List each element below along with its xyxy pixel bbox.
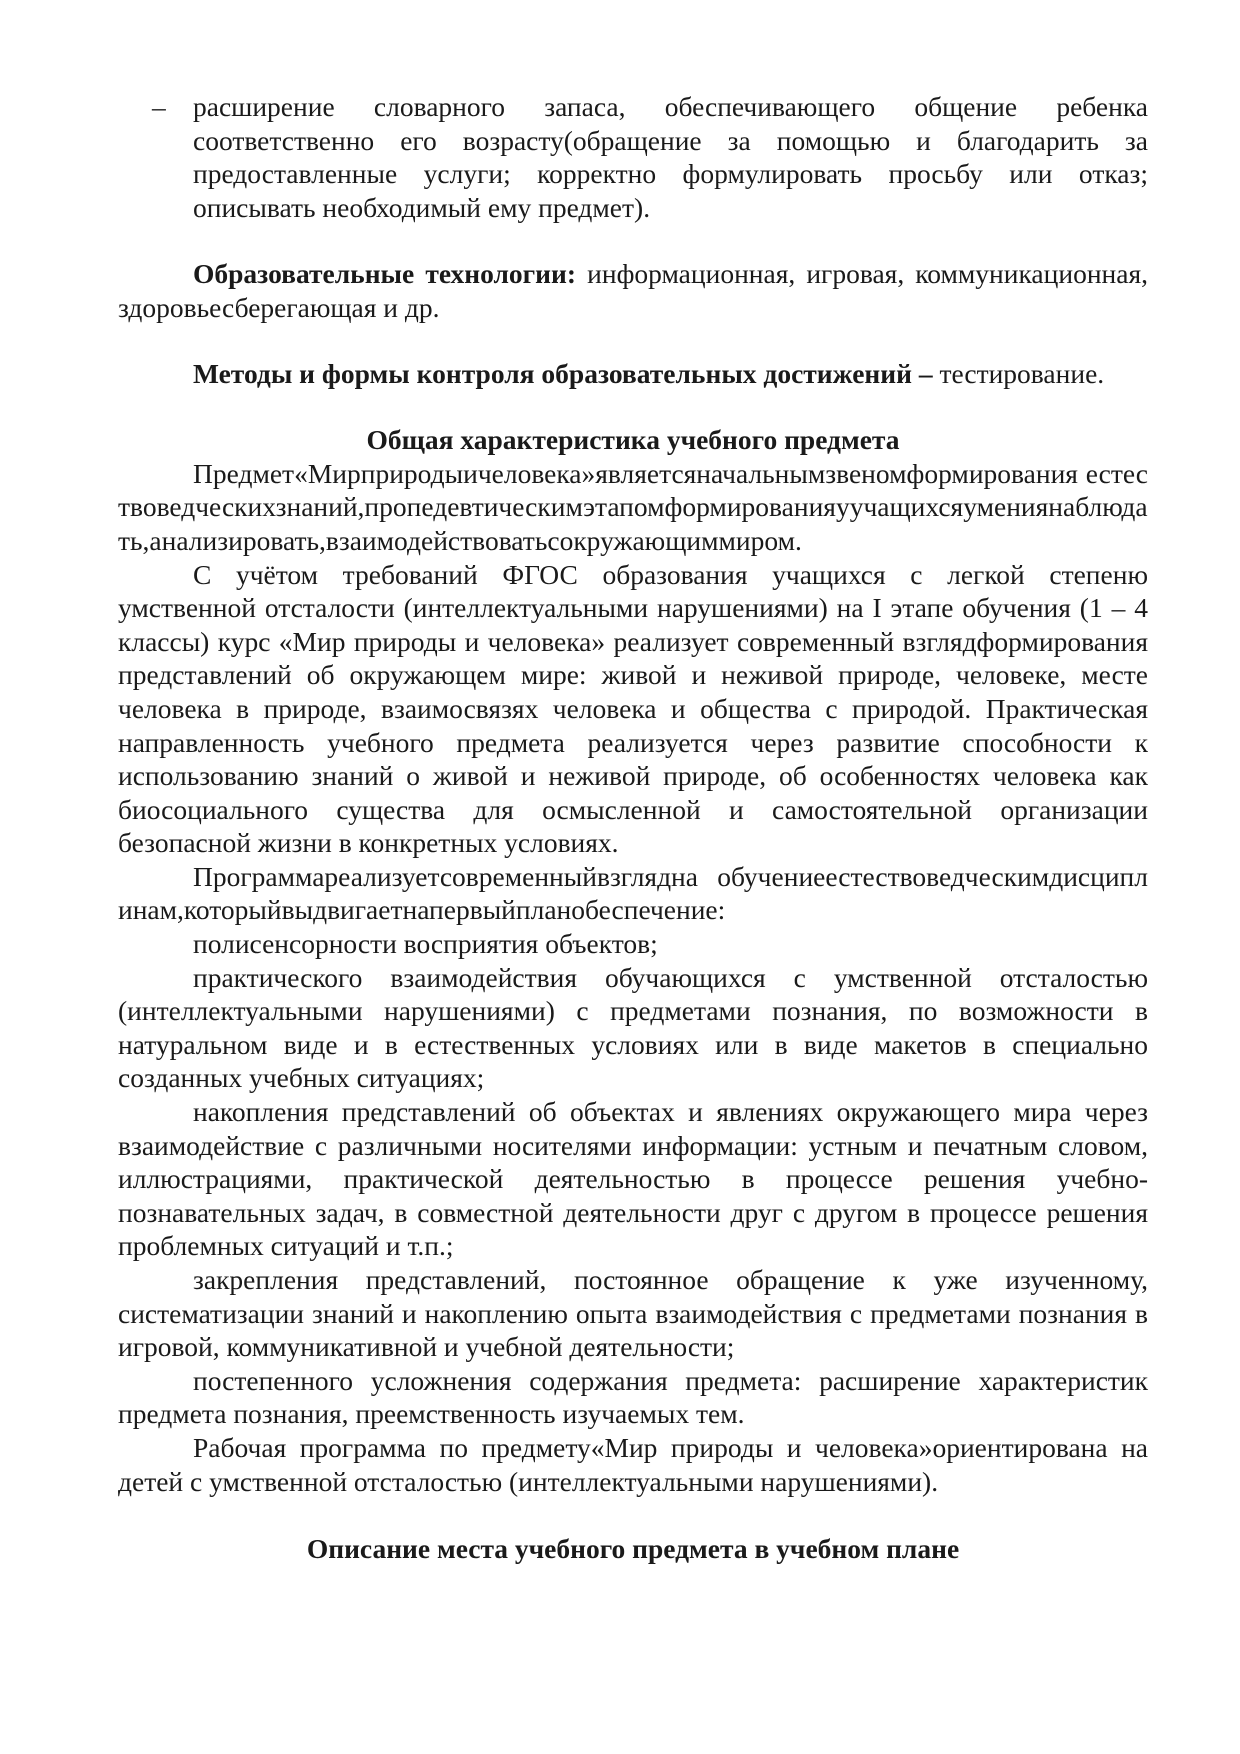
- list-item-consolidation: закрепления представлений, постоянное обращение к уже изученному, систематизации знаний и накоплению опыта взаимодействия с предметами познания в игровой, коммуникативной и учебной деятельности;: [118, 1264, 1148, 1363]
- list-item-polysensory: полисенсорности восприятия объектов;: [193, 928, 658, 960]
- bullet-item: [118, 90, 1148, 224]
- control-label: Методы и формы контроля образовательных достижений –: [193, 357, 933, 389]
- paragraph-program: Программареализуетсовременныйвзглядна обучениеестествоведческимдисциплинам,которыйвыдвигаетнапервыйпланобеспечение:: [118, 860, 1148, 926]
- control-paragraph: [118, 357, 1148, 391]
- section-title-general: Общая характеристика учебного предмета: [366, 424, 900, 456]
- section-title-place: Описание места учебного предмета в учебном плане: [306, 1533, 960, 1565]
- list-item-accumulation: накопления представлений об объектах и явлениях окружающего мира через взаимодействие с различными носителями информации: устным и печатным словом, иллюстрациями, практической деятельностью в процессе решения учебно-познавательных задач, в совместной деятельности друг с другом в процессе решения проблемных ситуаций и т.п.;: [118, 1096, 1148, 1262]
- paragraph-workprogram: Рабочая программа по предмету«Мир природы и человека»ориентирована на детей с умственной отсталостью (интеллектуальными нарушениями).: [118, 1431, 1148, 1497]
- list-item-complication: постепенного усложнения содержания предмета: расширение характеристик предмета познания, преемственность изучаемых тем.: [118, 1364, 1148, 1430]
- technologies-label: Образовательные технологии:: [193, 258, 577, 290]
- technologies-text: информационная, игровая, коммуникационная, здоровьесберегающая и др.: [118, 258, 1148, 323]
- bullet-text: расширение словарного запаса, обеспечивающего общение ребенка соответственно его возрасту(обращение за помощью и благодарить за предоставленные услуги; корректно формулировать просьбу или отказ; описывать необходимый ему предмет).: [193, 91, 1148, 223]
- control-text: тестирование.: [932, 357, 1105, 389]
- paragraph-subject: Предмет«Мирприродыичеловека»являетсяначальнымзвеномформирования естествоведческихзнаний,пропедевтическимэтапомформированияуучащихсяумениянаблюдать,анализировать,взаимодействоватьсокружающиммиром.: [118, 457, 1148, 556]
- bullet-dash: –: [152, 91, 166, 122]
- technologies-paragraph: [118, 257, 1148, 324]
- document-body: [118, 90, 1148, 1566]
- list-item-practical: практического взаимодействия обучающихся с умственной отсталостью (интеллектуальными нарушениями) с предметами познания, по возможности в натуральном виде и в естественных условиях или в виде макетов в специально созданных учебных ситуациях;: [118, 961, 1148, 1094]
- paragraph-fgos: С учётом требований ФГОС образования учащихся с легкой степеню умственной отсталости (интеллектуальными нарушениями) на I этапе обучения (1 – 4 классы) курс «Мир природы и человека» реализует современный взглядформирования представлений об окружающем мире: живой и неживой природе, человеке, месте человека в природе, взаимосвязях человека и общества с природой. Практическая направленность учебного предмета реализуется через развитие способности к использованию знаний о живой и неживой природе, об особенностях человека как биосоциального существа для осмысленной и самостоятельной организации безопасной жизни в конкретных условиях.: [118, 558, 1148, 859]
